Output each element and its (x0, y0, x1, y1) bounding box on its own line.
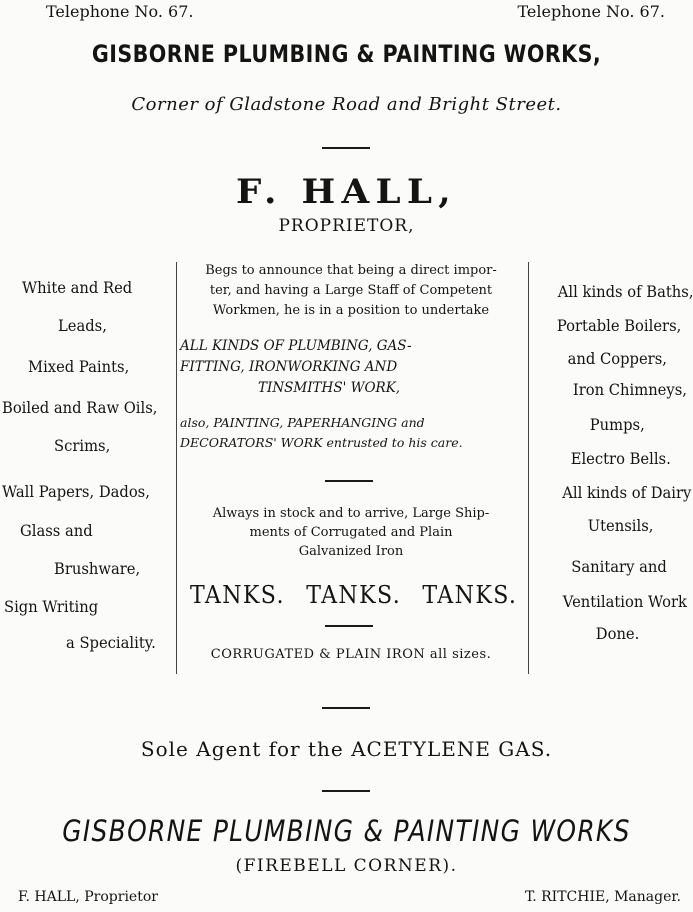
corrugated-iron-line: CORRUGATED & PLAIN IRON all sizes. (210, 647, 492, 662)
business-address: Corner of Gladstone Road and Bright Street. (131, 94, 562, 115)
divider-rule (322, 707, 370, 709)
right-item: Portable Boilers, (556, 316, 681, 335)
right-item: All kinds of Baths, (557, 282, 693, 301)
stock-line: ments of Corrugated and Plain (249, 525, 453, 540)
painting-line: DECORATORS' WORK entrusted to his care. (180, 435, 463, 450)
left-item: Mixed Paints, (28, 357, 130, 376)
right-item: Utensils, (587, 516, 653, 535)
right-item: Sanitary and (571, 557, 667, 576)
left-item: Brushware, (54, 559, 141, 578)
center-divider-rule (325, 480, 373, 482)
left-item: Wall Papers, Dados, (2, 482, 150, 501)
center-divider-rule (325, 625, 373, 627)
right-item: All kinds of Dairy (561, 483, 691, 502)
proprietor-name: F. HALL, (235, 172, 458, 212)
sole-agent-line: Sole Agent for the ACETYLENE GAS. (140, 737, 553, 761)
right-item: and Coppers, (567, 349, 667, 368)
footer-manager: T. RITCHIE, Manager. (524, 889, 681, 905)
left-item: Sign Writing (4, 597, 99, 616)
painting-line: also, PAINTING, PAPERHANGING and (180, 415, 425, 430)
divider-rule (322, 790, 370, 792)
left-item: White and Red (22, 278, 133, 297)
right-column-divider (528, 262, 529, 674)
tanks-heading: TANKS. TANKS. TANKS. (190, 581, 518, 609)
left-item: a Speciality. (66, 633, 156, 652)
left-item: Leads, (58, 316, 107, 335)
right-item: Iron Chimneys, (572, 380, 687, 399)
left-item: Glass and (20, 521, 93, 540)
left-column-divider (176, 262, 177, 674)
stock-line: Galvanized Iron (298, 544, 404, 559)
stock-line: Always in stock and to arrive, Large Ship- (212, 506, 490, 521)
footer-location: (FIREBELL CORNER). (235, 856, 458, 876)
intro-line: Begs to announce that being a direct impor- (205, 263, 497, 278)
business-title: GISBORNE PLUMBING & PAINTING WORKS, (91, 40, 602, 68)
right-item: Pumps, (590, 415, 645, 434)
left-item: Boiled and Raw Oils, (2, 398, 158, 417)
right-item: Done. (595, 624, 639, 643)
footer-title: GISBORNE PLUMBING & PAINTING WORKS (62, 814, 631, 848)
services-line: FITTING, IRONWORKING AND (180, 359, 398, 375)
services-line: TINSMITHS' WORK, (258, 380, 401, 396)
proprietor-role: PROPRIETOR, (278, 216, 415, 236)
telephone-left: Telephone No. 67. (46, 2, 194, 21)
intro-line: Workmen, he is in a position to undertake (212, 303, 490, 318)
footer-proprietor: F. HALL, Proprietor (18, 889, 158, 905)
left-item: Scrims, (54, 436, 111, 455)
services-line: ALL KINDS OF PLUMBING, GAS- (180, 338, 412, 354)
intro-line: ter, and having a Large Staff of Competent (209, 283, 493, 298)
right-item: Electro Bells. (570, 449, 671, 468)
divider-rule (322, 147, 370, 149)
right-item: Ventilation Work (562, 592, 687, 611)
telephone-right: Telephone No. 67. (517, 2, 665, 21)
